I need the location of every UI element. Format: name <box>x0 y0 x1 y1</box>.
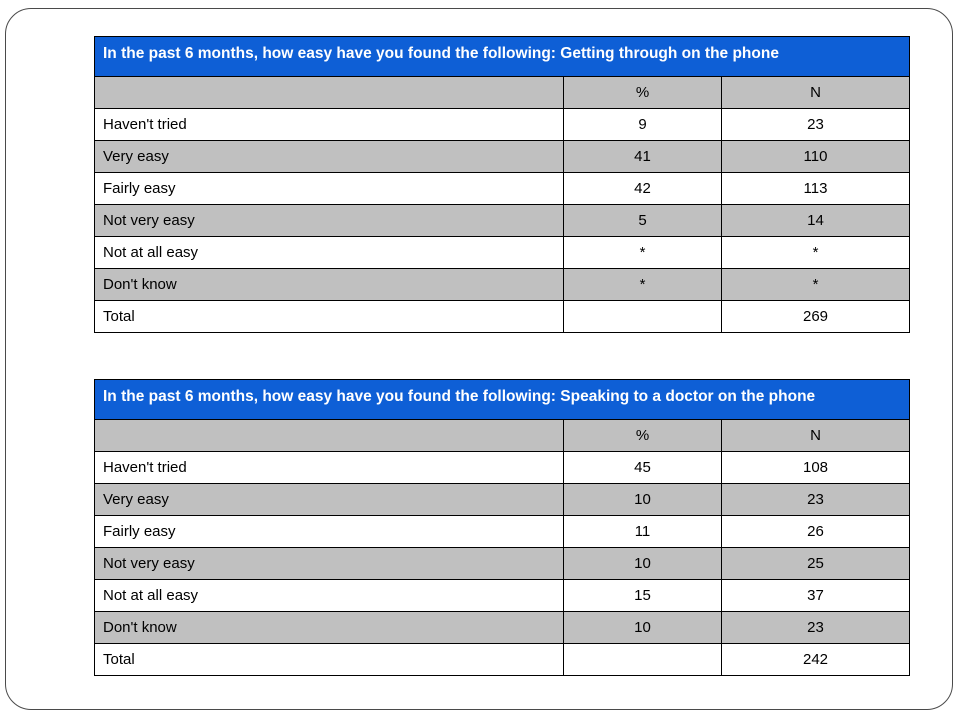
row-n-cell: 14 <box>722 205 910 237</box>
row-n-cell: 269 <box>722 301 910 333</box>
row-label-cell: Not very easy <box>95 205 564 237</box>
row-n-cell: 242 <box>722 644 910 676</box>
row-percent-cell: 42 <box>564 173 722 205</box>
row-percent-cell <box>564 301 722 333</box>
table-title <box>95 37 910 77</box>
row-percent-cell <box>564 644 722 676</box>
table-row <box>95 237 910 269</box>
row-label-cell: Very easy <box>95 141 564 173</box>
row-label-cell: Haven't tried <box>95 109 564 141</box>
table-row <box>95 612 910 644</box>
row-label-cell: Total <box>95 644 564 676</box>
table-row <box>95 173 910 205</box>
row-label-cell: Not at all easy <box>95 237 564 269</box>
table-header-row <box>95 420 910 452</box>
row-label-cell: Haven't tried <box>95 452 564 484</box>
table-row <box>95 516 910 548</box>
row-n-cell: 25 <box>722 548 910 580</box>
table-row <box>95 109 910 141</box>
row-n-cell: 110 <box>722 141 910 173</box>
row-n-cell: * <box>722 237 910 269</box>
survey-table-getting-through <box>94 36 910 333</box>
row-label-cell: Total <box>95 301 564 333</box>
row-n-cell: 23 <box>722 109 910 141</box>
table-header-row <box>95 77 910 109</box>
header-label-cell <box>95 77 564 109</box>
table-row <box>95 269 910 301</box>
row-percent-cell: 41 <box>564 141 722 173</box>
table-row <box>95 484 910 516</box>
table-row <box>95 141 910 173</box>
table-row <box>95 452 910 484</box>
table-title-text: In the past 6 months, how easy have you found the following: Getting through on the phone <box>103 45 779 62</box>
row-percent-cell: 9 <box>564 109 722 141</box>
table-title <box>95 380 910 420</box>
row-n-cell: 113 <box>722 173 910 205</box>
row-n-cell: 23 <box>722 484 910 516</box>
header-n-cell: N <box>722 420 910 452</box>
row-percent-cell: * <box>564 269 722 301</box>
row-label-cell: Very easy <box>95 484 564 516</box>
row-n-cell: 37 <box>722 580 910 612</box>
row-label-cell: Don't know <box>95 612 564 644</box>
row-percent-cell: * <box>564 237 722 269</box>
row-percent-cell: 11 <box>564 516 722 548</box>
row-percent-cell: 45 <box>564 452 722 484</box>
table-total-row <box>95 301 910 333</box>
row-n-cell: * <box>722 269 910 301</box>
row-n-cell: 23 <box>722 612 910 644</box>
row-label-cell: Not very easy <box>95 548 564 580</box>
table-row <box>95 548 910 580</box>
header-n-cell: N <box>722 77 910 109</box>
row-percent-cell: 10 <box>564 612 722 644</box>
row-label-cell: Fairly easy <box>95 173 564 205</box>
survey-table-speaking-to-doctor <box>94 379 910 676</box>
table-title-text: In the past 6 months, how easy have you found the following: Speaking to a doctor on the phone <box>103 388 816 405</box>
row-label-cell: Fairly easy <box>95 516 564 548</box>
row-n-cell: 108 <box>722 452 910 484</box>
header-label-cell <box>95 420 564 452</box>
row-label-cell: Not at all easy <box>95 580 564 612</box>
table-title-row <box>95 380 910 420</box>
table-title-row <box>95 37 910 77</box>
row-percent-cell: 10 <box>564 484 722 516</box>
table-row <box>95 580 910 612</box>
row-n-cell: 26 <box>722 516 910 548</box>
slide-frame <box>5 8 953 710</box>
header-percent-cell: % <box>564 77 722 109</box>
table-total-row <box>95 644 910 676</box>
row-label-cell: Don't know <box>95 269 564 301</box>
row-percent-cell: 15 <box>564 580 722 612</box>
table-row <box>95 205 910 237</box>
row-percent-cell: 5 <box>564 205 722 237</box>
row-percent-cell: 10 <box>564 548 722 580</box>
header-percent-cell: % <box>564 420 722 452</box>
